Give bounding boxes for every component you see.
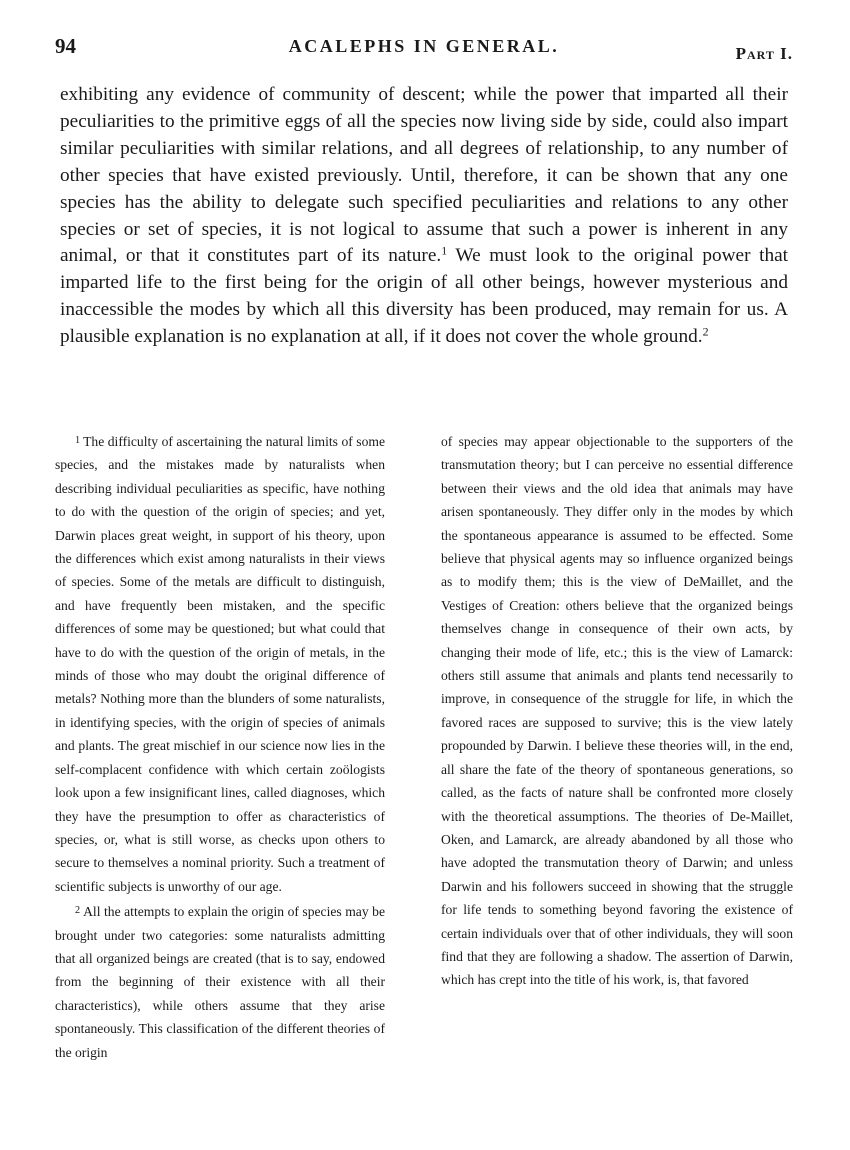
footnote-1 xyxy=(55,430,385,898)
footnote-column-left xyxy=(55,430,385,1064)
part-label: Part I. xyxy=(735,44,793,63)
footnote-2 xyxy=(55,900,385,1064)
main-text-part-1: exhibiting any evidence of community of descent; while the power that imparted all their peculiarities to the primitive eggs of all the species now living side by side, could also impart similar peculiarities with similar relations, and all degrees of relationship, to any number of other species that have existed previously. Until, therefore, it can be shown that any one species has the ability to delegate such specified peculiarities and relations to any other species or set of species, it is not logical to assume that such a power is inherent in any animal, or that it constitutes part of its nature. xyxy=(60,84,788,267)
main-text-part-2: We must look to the original power that imparted life to the first being for the origin of all other beings, however mysterious and inaccessible the modes by which all this diversity has been produced, may remain for us. A plausible explanation is no explanation at all, if it does not cover the whole ground. xyxy=(60,245,789,348)
footnote-column-right xyxy=(441,430,793,992)
page-header xyxy=(55,34,793,68)
footnote-2-text: All the attempts to explain the origin of species may be brought under two categories: some naturalists admitting that all organized beings are created (that is to say, endowed from the beginning of their existence with all their characteristics), while others assume that they arise spontaneously. This classification of the different theories of the origin xyxy=(55,904,385,1060)
footnote-ref-2: 2 xyxy=(702,324,709,339)
footnote-ref-1: 1 xyxy=(441,243,448,258)
footnote-1-mark: 1 xyxy=(75,434,81,446)
footnote-2-continued: of species may appear objectionable to the supporters of the transmutation theory; but I can perceive no essential difference between their views and the old idea that animals may have arisen spontaneously. They differ only in the modes by which the spontaneous appearance is assumed to be effected. Some believe that physical agents may so influence organized beings as to modify them; this is the view of DeMaillet, and the Vestiges of Creation: others believe that the organized beings themselves change in consequence of their own acts, by changing their mode of life, etc.; this is the view of Lamarck: others still assume that animals and plants tend necessarily to improve, in consequence of the struggle for life, in which the favored races are supposed to survive; this is the view lately propounded by Darwin. I believe these theories will, in the end, all share the fate of the theory of spontaneous generations, so called, as the facts of nature shall be confronted more closely with the theoretical assumptions. The theories of De-Maillet, Oken, and Lamarck, are already abandoned by all those who have adopted the transmutation theory of Darwin; and unless Darwin and his followers succeed in showing that the struggle for life tends to something beyond favoring the existence of certain individuals over that of other individuals, they will soon find that they are following a shadow. The assertion of Darwin, which has crept into the title of his work, is, that favored xyxy=(441,434,793,988)
page-number: 94 xyxy=(55,34,76,58)
main-paragraph xyxy=(60,82,788,351)
footnote-2-mark: 2 xyxy=(75,905,81,917)
footnote-1-text: The difficulty of ascertaining the natural limits of some species, and the mistakes made by naturalists when describing individual peculiarities as specific, have nothing to do with the question of the origin of species; and yet, Darwin places great weight, in support of his theory, upon the differences which exist among naturalists in their views of species. Some of the metals are difficult to distinguish, and have frequently been mistaken, and the specific differences of some may be questioned; but what could that have to do with the question of the origin of metals, in the minds of those who may doubt the original difference of metals? Nothing more than the blunders of some naturalists, in identifying species, with the origin of species of animals and plants. The great mischief in our science now lies in the self-complacent confidence with which certain zoölogists look upon a few insignificant lines, called diagnoses, which they have the presumption to offer as characteristics of species, or, what is still worse, as checks upon others to secure to themselves a nominal priority. Such a treatment of scientific subjects is unworthy of our age. xyxy=(55,434,385,894)
main-text xyxy=(60,82,788,351)
running-title: ACALEPHS IN GENERAL. xyxy=(288,36,560,56)
